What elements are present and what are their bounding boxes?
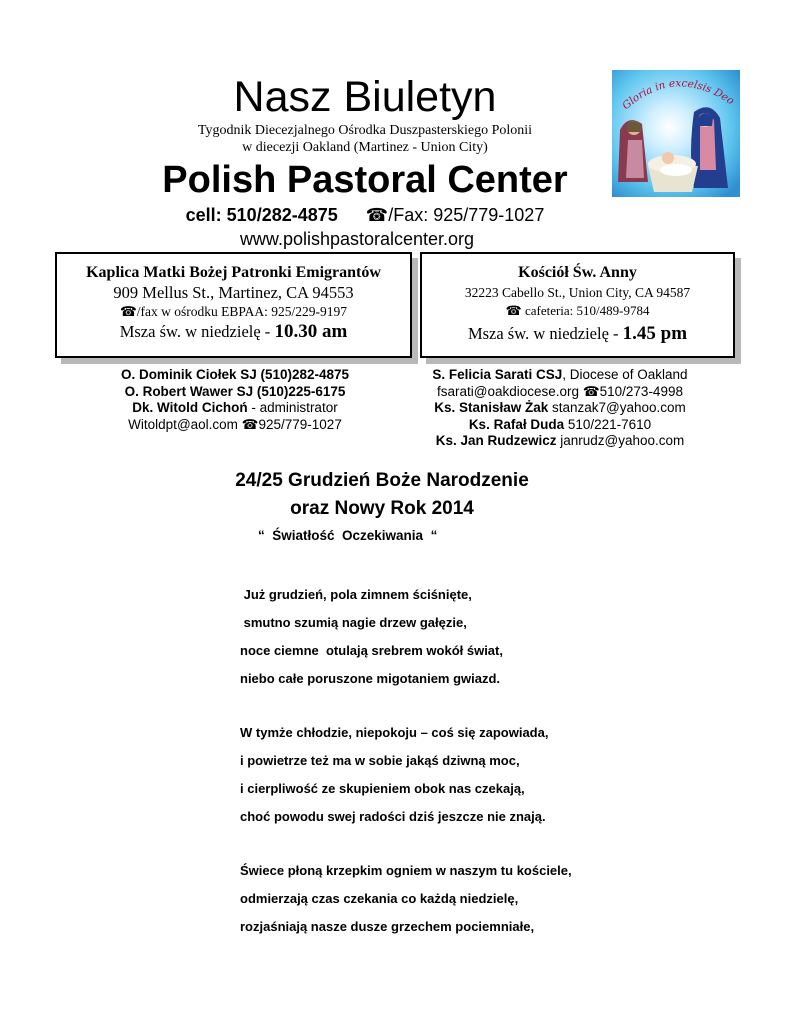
phone-number: 510/221-7610	[564, 416, 652, 432]
clergy-name: Ks. Stanisław Żak	[434, 400, 549, 415]
bulletin-title: Nasz Biuletyn	[233, 73, 497, 121]
fax-number: /Fax: 925/779-1027	[388, 205, 545, 225]
chapel-mass-time	[57, 321, 410, 343]
cafeteria-number: cafeteria: 510/489-9784	[521, 303, 650, 318]
article-heading: 24/25 Grudzień Boże Narodzenie	[235, 470, 529, 491]
nativity-image	[612, 70, 740, 197]
poem-title: “ Światłość Oczekiwania “	[258, 528, 438, 543]
clergy-line	[405, 400, 715, 417]
chapel-info-box	[55, 252, 412, 358]
clergy-line	[405, 367, 715, 384]
email-link[interactable]: stanzak7@yahoo.com	[548, 400, 686, 415]
clergy-name: Ks. Rafał Duda	[468, 416, 565, 432]
email-link[interactable]: Witoldpt@aol.com	[128, 416, 242, 432]
chapel-address: 909 Mellus St., Martinez, CA 94553	[113, 283, 354, 302]
clergy-name: Dk. Witold Cichoń	[132, 400, 248, 415]
article-subheading: oraz Nowy Rok 2014	[290, 498, 474, 519]
phone-number: 925/779-1027	[258, 416, 342, 432]
clergy-list-left	[95, 367, 375, 433]
website-link[interactable]: www.polishpastoralcenter.org	[239, 229, 475, 249]
mass-time: 10.30 am	[274, 321, 348, 342]
poem-line: rozjaśniają nasze dusze grzechem pociemniałe,	[240, 919, 535, 934]
cell-number: cell: 510/282-4875	[185, 205, 338, 225]
bulletin-subtitle-line1: Tygodnik Diecezjalnego Ośrodka Duszpasterskiego Polonii	[197, 123, 533, 138]
chapel-name: Kaplica Matki Bożej Patronki Emigrantów	[86, 264, 381, 281]
church-name: Kościół Św. Anny	[518, 264, 637, 281]
clergy-name: S. Felicia Sarati CSJ	[432, 367, 563, 382]
clergy-role: - administrator	[247, 400, 338, 415]
phone-icon: ☎	[365, 205, 389, 225]
poem-line: i cierpliwość ze skupieniem obok nas czekają,	[240, 781, 525, 796]
chapel-fax	[57, 303, 410, 321]
church-info-box	[420, 252, 735, 358]
contact-line	[0, 204, 730, 226]
poem	[240, 585, 660, 945]
mass-label: Msza św. w niedzielę -	[467, 324, 623, 343]
poem-line: noce ciemne otulają srebrem wokół świat,	[240, 643, 503, 658]
email-link[interactable]: fsarati@oakdiocese.org	[437, 383, 583, 399]
clergy-name: Ks. Jan Rudzewicz	[435, 433, 557, 448]
phone-icon: ☎	[505, 303, 522, 318]
mass-time: 1.45 pm	[622, 323, 688, 344]
church-mass-time	[422, 323, 733, 345]
clergy-line: O. Dominik Ciołek SJ (510)282-4875	[120, 367, 350, 382]
clergy-role: , Diocese of Oakland	[562, 367, 688, 382]
poem-line: Świece płoną krzepkim ogniem w naszym tu kościele,	[240, 863, 572, 878]
clergy-line	[405, 433, 715, 450]
email-link[interactable]: janrudz@yahoo.com	[556, 433, 685, 448]
chapel-fax-number: /fax w ośrodku EBPAA: 925/229-9197	[136, 304, 348, 319]
phone-icon: ☎	[241, 416, 259, 432]
church-cafeteria	[422, 302, 733, 319]
poem-line: Już grudzień, pola zimnem ściśnięte,	[240, 587, 472, 602]
bulletin-subtitle-line2: w diecezji Oakland (Martinez - Union City)	[242, 140, 488, 155]
clergy-line	[95, 400, 375, 417]
mass-label: Msza św. w niedzielę -	[119, 322, 275, 341]
clergy-list-right	[405, 367, 715, 450]
church-address: 32223 Cabello St., Union City, CA 94587	[464, 285, 691, 300]
poem-line: i powietrze też ma w sobie jakąś dziwną moc,	[240, 753, 520, 768]
poem-line: smutno szumią nagie drzew gałęzie,	[240, 615, 467, 630]
phone-icon: ☎	[582, 383, 600, 399]
stanza-gap	[240, 835, 660, 861]
phone-icon: ☎	[119, 304, 137, 319]
clergy-line	[95, 417, 375, 434]
image-caption: Gloria in excelsis Deo	[620, 77, 737, 113]
poem-line: W tymże chłodzie, niepokoju – coś się zapowiada,	[240, 725, 549, 740]
center-name: Polish Pastoral Center	[162, 159, 568, 201]
poem-line: niebo całe poruszone migotaniem gwiazd.	[240, 671, 501, 686]
poem-line: odmierzają czas czekania co każdą niedzielę,	[240, 891, 519, 906]
stanza-gap	[240, 697, 660, 723]
clergy-line	[405, 384, 715, 401]
phone-number: 510/273-4998	[599, 383, 683, 399]
clergy-line	[405, 417, 715, 434]
poem-line: choć powodu swej radości dziś jeszcze nie znają.	[240, 809, 546, 824]
clergy-line: O. Robert Wawer SJ (510)225-6175	[124, 383, 346, 399]
